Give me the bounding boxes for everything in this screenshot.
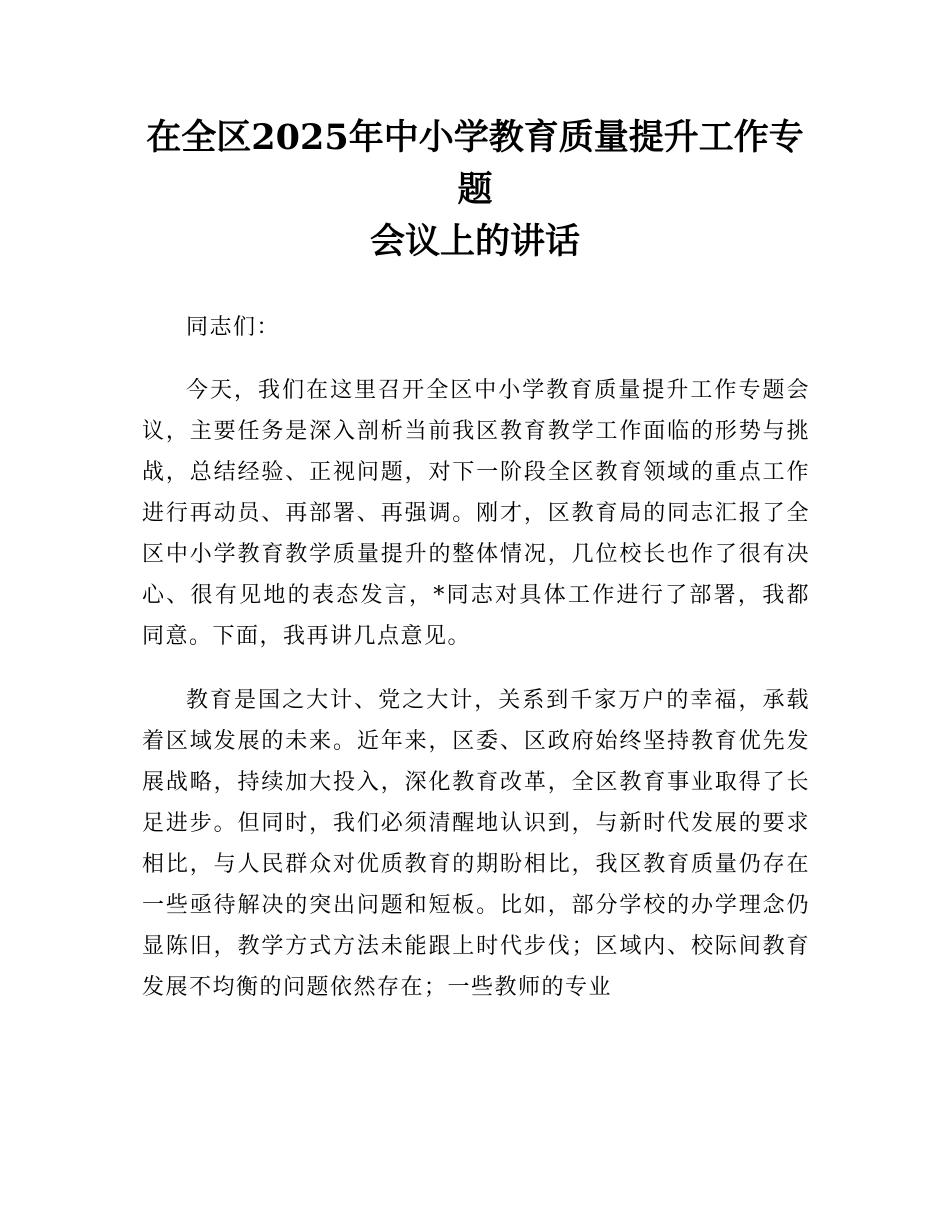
salutation: 同志们： bbox=[186, 315, 281, 340]
title-line-1: 在全区2025年中小学教育质量提升工作专题 bbox=[146, 117, 804, 210]
document-body bbox=[142, 307, 810, 1031]
paragraph-opening: 今天，我们在这里召开全区中小学教育质量提升工作专题会议，主要任务是深入剖析当前我区教育教学工作面临的形势与挑战，总结经验、正视问题，对下一阶段全区教育领域的重点工作进行再动员、再部署、再强调。刚才，区教育局的同志汇报了全区中小学教育教学质量提升的整体情况，几位校长也作了很有决心、很有见地的表态发言，*同志对具体工作进行了部署，我都同意。下面，我再讲几点意见。 bbox=[142, 378, 810, 649]
document-title bbox=[130, 112, 820, 268]
paragraph-education-importance: 教育是国之大计、党之大计，关系到千家万户的幸福，承载着区域发展的未来。近年来，区委、区政府始终坚持教育优先发展战略，持续加大投入，深化教育改革，全区教育事业取得了长足进步。但同时，我们必须清醒地认识到，与新时代发展的要求相比，与人民群众对优质教育的期盼相比，我区教育质量仍存在一些亟待解决的突出问题和短板。比如，部分学校的办学理念仍显陈旧，教学方式方法未能跟上时代步伐；区域内、校际间教育发展不均衡的问题依然存在；一些教师的专业 bbox=[142, 688, 810, 1000]
title-line-2: 会议上的讲话 bbox=[369, 221, 580, 262]
